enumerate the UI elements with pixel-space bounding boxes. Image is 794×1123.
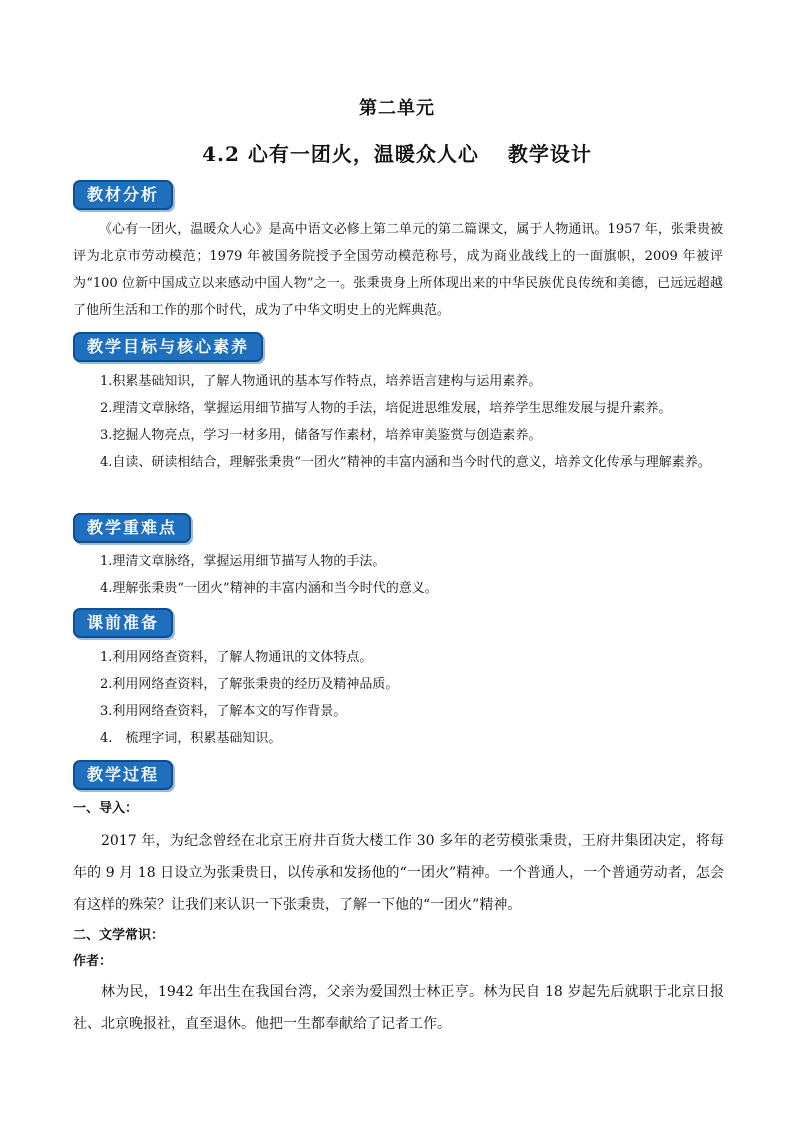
section-badge-goals: 教学目标与核心素养 bbox=[73, 332, 263, 362]
literature-heading: 二、文学常识： bbox=[73, 928, 165, 943]
intro-paragraph: 2017 年，为纪念曾经在北京王府井百货大楼工作 30 多年的老劳模张秉贵，王府井集团决定，将每年的 9 月 18 日设立为张秉贵日，以传承和发扬他的“一团火”精神。一个普通人，一个普通劳动者，怎会有这样的殊荣？让我们来认识一下张秉贵，了解一下他的“一团火”精神。 bbox=[73, 833, 724, 913]
key-point-item-2: 4.理解张秉贵“一团火”精神的丰富内涵和当今时代的意义。 bbox=[100, 581, 438, 596]
section-badge-analysis: 教材分析 bbox=[73, 180, 173, 210]
unit-title: 第二单元 bbox=[359, 98, 435, 119]
section-badge-process: 教学过程 bbox=[73, 760, 173, 790]
lesson-title: 4.2 心有一团火，温暖众人心 教学设计 bbox=[202, 142, 592, 166]
prep-item-1: 1.利用网络查资料，了解人物通讯的文体特点。 bbox=[100, 650, 373, 665]
prep-item-2: 2.利用网络查资料，了解张秉贵的经历及精神品质。 bbox=[100, 677, 399, 692]
intro-heading: 一、导入： bbox=[73, 801, 139, 816]
goal-item-4: 4.自读、研读相结合，理解张秉贵“一团火”精神的丰富内涵和当今时代的意义，培养文化传承与理解素养。 bbox=[100, 455, 711, 470]
goal-item-1: 1.积累基础知识，了解人物通讯的基本写作特点，培养语言建构与运用素养。 bbox=[100, 374, 542, 389]
prep-item-4: 4. 梳理字词，积累基础知识。 bbox=[100, 731, 282, 746]
goal-item-2: 2.理清文章脉络，掌握运用细节描写人物的手法，培促进思维发展，培养学生思维发展与提升素养。 bbox=[100, 401, 672, 416]
key-point-item-1: 1.理清文章脉络，掌握运用细节描写人物的手法。 bbox=[100, 554, 386, 569]
author-paragraph: 林为民，1942 年出生在我国台湾，父亲为爱国烈士林正亨。林为民自 18 岁起先后就职于北京日报社、北京晚报社，直至退休。他把一生都奉献给了记者工作。 bbox=[73, 984, 724, 1032]
author-heading: 作者： bbox=[73, 954, 113, 969]
analysis-paragraph: 《心有一团火，温暖众人心》是高中语文必修上第二单元的第二篇课文，属于人物通讯。1957 年，张秉贵被评为北京市劳动模范；1979 年被国务院授予全国劳动模范称号，成为商业战线上的一面旗帜，2009 年被评为“100 位新中国成立以来感动中国人物”之一。张秉贵身上所体现出来的中华民族优良传统和美德，已远远超越了他所生活和工作的那个时代，成为了中华文明史上的光辉典范。 bbox=[73, 222, 723, 318]
section-badge-key-points: 教学重难点 bbox=[73, 513, 191, 543]
goal-item-3: 3.挖掘人物亮点，学习一材多用，储备写作素材，培养审美鉴赏与创造素养。 bbox=[100, 428, 542, 443]
section-badge-preparation: 课前准备 bbox=[73, 608, 173, 638]
prep-item-3: 3.利用网络查资料，了解本文的写作背景。 bbox=[100, 704, 347, 719]
